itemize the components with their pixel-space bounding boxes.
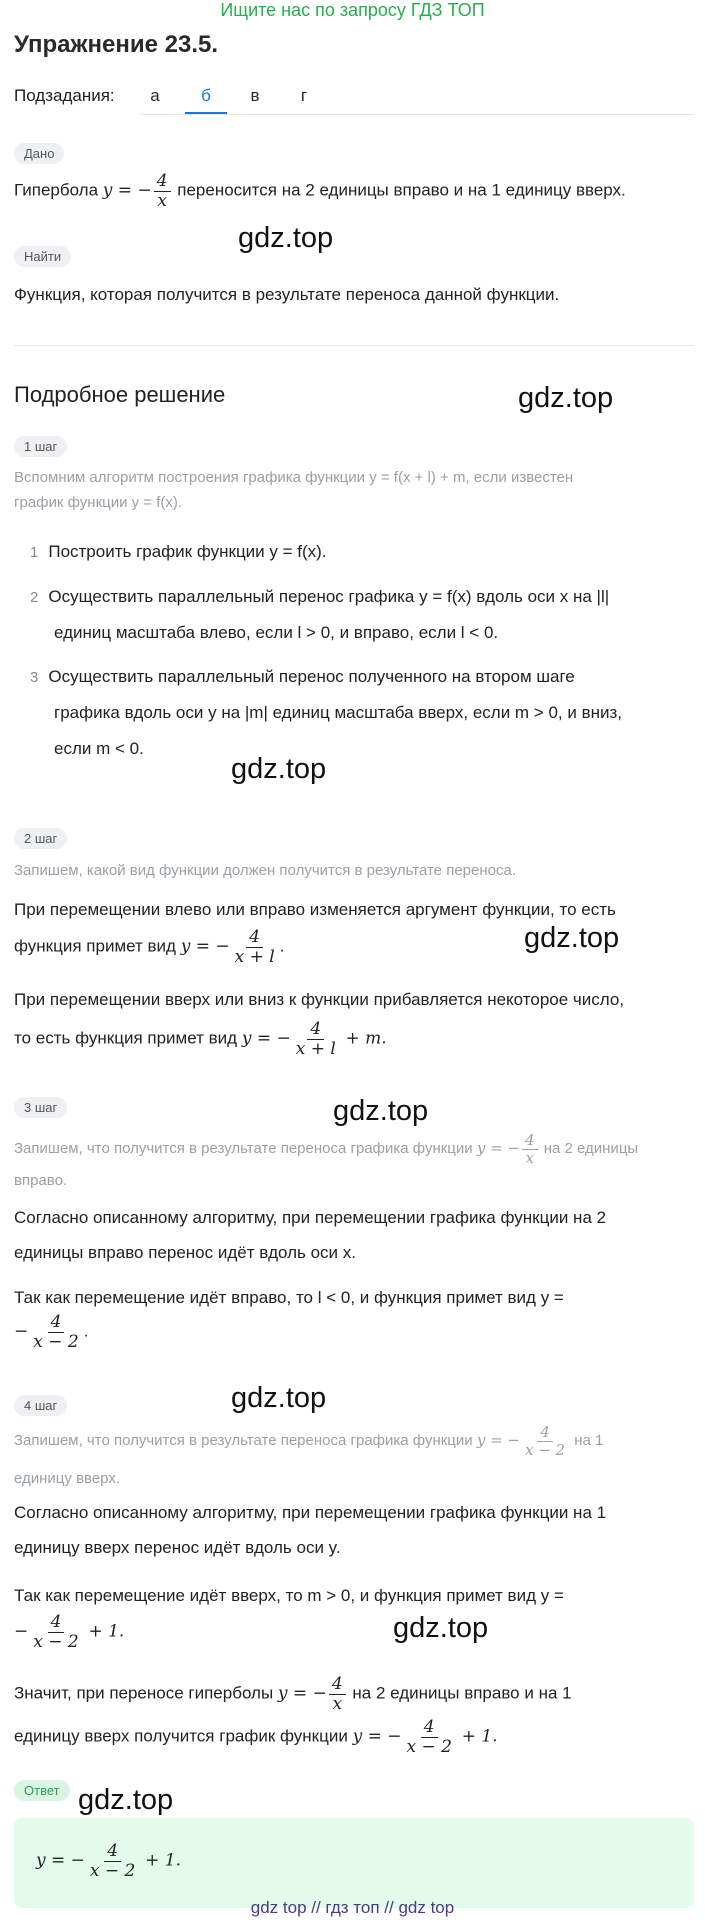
step1-item-2-line2: единиц масштаба влево, если l > 0, и вправо, если l < 0. xyxy=(54,623,499,642)
step4-intro: Запишем, что получится в результате переноса графика функции y = − $\frac{4}{x - 2}$ на 1 xyxy=(14,1423,604,1459)
step1-intro: Вспомним алгоритм построения графика функции y = f(x + l) + m, если известен xyxy=(14,469,574,486)
tabs-divider xyxy=(140,114,695,115)
step3-p1a: Согласно описанному алгоритму, при перемещении графика функции на 2 xyxy=(14,1208,607,1227)
find-text: Функция, которая получится в результате переноса данной функции. xyxy=(14,285,560,304)
step4-pill: 4 шаг xyxy=(14,1395,67,1416)
answer-formula: y = − $\frac{4}{x - 2}$ + 1. xyxy=(36,1841,181,1881)
step3-p1b: единицы вправо перенос идёт вдоль оси x. xyxy=(14,1243,356,1262)
watermark: gdz.top xyxy=(231,1382,327,1414)
step2-p1a: При перемещении влево или вправо изменяется аргумент функции, то есть xyxy=(14,900,616,919)
step2-p2b: то есть функция примет вид y = − $\frac{4}{x + l}$ + m. xyxy=(14,1019,387,1059)
step2-intro: Запишем, какой вид функции должен получится в результате переноса. xyxy=(14,862,516,879)
tab-a[interactable]: а xyxy=(150,86,160,105)
tab-b[interactable]: б xyxy=(201,86,211,105)
tab-g[interactable]: г xyxy=(300,86,308,105)
step3-p2b: − $\frac{4}{x - 2}$ . xyxy=(14,1312,89,1352)
step3-pill: 3 шаг xyxy=(14,1097,67,1118)
step4-p4: единицу вверх получится график функции y = − $\frac{4}{x - 2}$ + 1. xyxy=(14,1717,498,1757)
step1-item-1: 1 Построить график функции y = f(x). xyxy=(30,542,327,561)
watermark: gdz.top xyxy=(518,382,614,414)
section-divider xyxy=(14,345,694,346)
watermark: gdz.top xyxy=(333,1095,429,1127)
tab-v[interactable]: в xyxy=(250,86,260,105)
step4-p1a: Согласно описанному алгоритму, при перемещении графика функции на 1 xyxy=(14,1503,607,1522)
page-title: Упражнение 23.5. xyxy=(14,31,219,58)
step4-intro2: единицу вверх. xyxy=(14,1470,121,1487)
active-tab-indicator xyxy=(185,112,227,114)
answer-pill: Ответ xyxy=(14,1780,70,1801)
step2-pill: 2 шаг xyxy=(14,828,67,849)
watermark: gdz.top xyxy=(231,753,327,785)
step1-intro2: график функции y = f(x). xyxy=(14,494,183,511)
step1-pill: 1 шаг xyxy=(14,436,67,457)
step3-p2a: Так как перемещение идёт вправо, то l < 0, и функция примет вид y = xyxy=(14,1288,564,1307)
step1-item-3: 3 Осуществить параллельный перенос полученного на втором шаге xyxy=(30,667,575,686)
watermark: gdz.top xyxy=(393,1612,489,1644)
search-banner: Ищите нас по запросу ГДЗ ТОП xyxy=(220,0,485,20)
step1-item-2: 2 Осуществить параллельный перенос графика y = f(x) вдоль оси x на |l| xyxy=(30,587,610,606)
step3-intro: Запишем, что получится в результате переноса графика функции y = − $\frac{4}{x}$ на 2 единицы xyxy=(14,1131,639,1167)
step4-p1b: единицу вверх перенос идёт вдоль оси y. xyxy=(14,1538,341,1557)
subtasks-label: Подзадания: xyxy=(14,86,115,105)
find-pill: Найти xyxy=(14,246,71,267)
watermark: gdz.top xyxy=(524,922,620,954)
footer-links[interactable]: gdz top // гдз топ // gdz top xyxy=(250,1898,455,1917)
step4-p2b: − $\frac{4}{x - 2}$ + 1. xyxy=(14,1612,125,1652)
step1-item-3-line3: если m < 0. xyxy=(54,739,144,758)
step4-p3: Значит, при переносе гиперболы y = − $\frac{4}{x}$ на 2 единицы вправо и на 1 xyxy=(14,1674,572,1714)
watermark: gdz.top xyxy=(78,1784,174,1816)
given-pill: Дано xyxy=(14,143,64,164)
step1-item-3-line2: графика вдоль оси y на |m| единиц масштаба вверх, если m > 0, и вниз, xyxy=(54,703,623,722)
step4-p2a: Так как перемещение идёт вверх, то m > 0, и функция примет вид y = xyxy=(14,1586,564,1605)
given-text: Гипербола y = − $\frac{4}{x}$ переносится на 2 единицы вправо и на 1 единицу вверх. xyxy=(14,171,626,211)
watermark: gdz.top xyxy=(238,222,334,254)
solution-title: Подробное решение xyxy=(14,382,226,407)
step2-p2a: При перемещении вверх или вниз к функции прибавляется некоторое число, xyxy=(14,990,625,1009)
step2-p1b: функция примет вид y = − $\frac{4}{x + l}$ . xyxy=(14,927,285,967)
step3-intro2: вправо. xyxy=(14,1172,68,1189)
